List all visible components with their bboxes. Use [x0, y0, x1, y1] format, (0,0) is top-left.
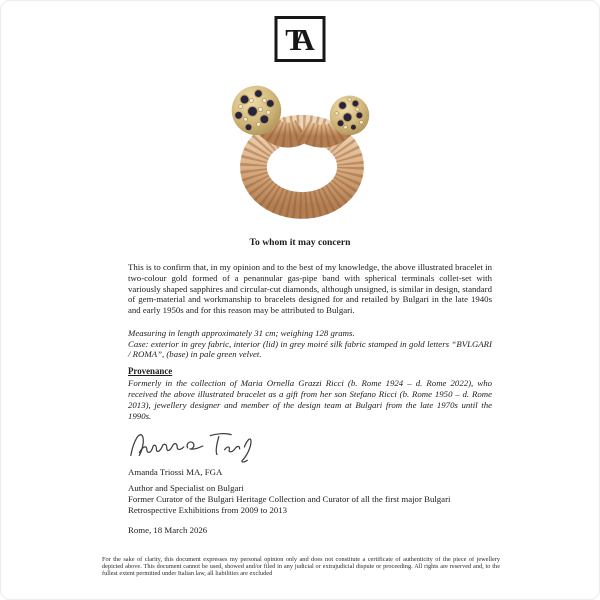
provenance-paragraph: Formerly in the collection of Maria Ornella Grazzi Ricci (b. Rome 1924 – d. Rome 2022), who received the above illustrated bracelet as a gift from her son Stefano Ricci (b. Rome 1950 – d. Rome 2013), jewellery designer and member of the design team at Bulgari from the late 1970s until the 1990s.: [128, 378, 492, 421]
bracelet-illustration: [201, 75, 399, 225]
credential-line-2: Former Curator of the Bulgari Heritage Collection and Curator of all the first major Bulgari Retrospective Exhibitions from 2009 to 2013: [128, 493, 451, 515]
measurements-line: Measuring in length approximately 31 cm; weighing 128 grams.: [128, 328, 355, 338]
provenance-heading: Provenance: [128, 366, 173, 376]
case-description: Case: exterior in grey fabric, interior (lid) in grey moiré silk fabric stamped in gold letters “BVLGARI / ROMA”, (base) in pale green velvet.: [128, 338, 492, 360]
legal-disclaimer: For the sake of clarity, this document expresses my personal opinion only and does not constitute a certificate of authenticity of the piece of jewellery depicted above. This document cannot be used, showed and/or filed in any judicial or extrajudicial dispute or proceeding. All rights are reserved and, to the fullest extent permitted under Italian law, all liabilities are excluded: [102, 556, 500, 578]
credential-line-1: Author and Specialist on Bulgari: [128, 483, 244, 493]
place-date-line: Rome, 18 March 2026: [128, 525, 208, 535]
signatory-credentials: [128, 483, 492, 515]
monogram-letters: TA: [285, 21, 304, 57]
right-sphere-terminal: [330, 96, 370, 136]
handwritten-signature: [127, 425, 269, 467]
salutation-heading: To whom it may concern: [249, 237, 351, 248]
left-sphere-terminal: [232, 86, 282, 135]
monogram-logo: [275, 16, 326, 62]
signatory-name: Amanda Triossi MA, FGA: [128, 467, 223, 477]
object-details: [128, 328, 492, 360]
opinion-paragraph: This is to confirm that, in my opinion and to the best of my knowledge, the above illustrated bracelet in two-colour gold formed of a penannular gas-pipe band with spherical terminals collet-set with variously shaped sapphires and circular-cut diamonds, although unsigned, is similar in design, standard of gem-material and workmanship to bracelets designed for and retailed by Bulgari in the late 1940s and early 1950s and for this reason may be attributed to Bulgari.: [128, 262, 492, 316]
